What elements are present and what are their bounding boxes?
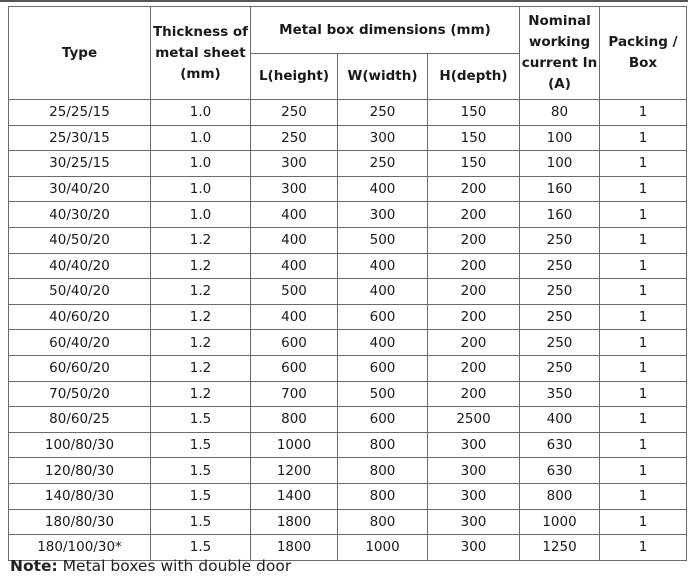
table-row [9, 279, 687, 305]
table-row [9, 458, 687, 484]
cell-w-width: 800 [338, 458, 428, 484]
cell-l-height: 500 [251, 279, 338, 305]
table-row [9, 432, 687, 458]
top-border-line [0, 0, 688, 2]
cell-h-depth: 200 [428, 381, 520, 407]
cell-type: 40/50/20 [9, 227, 151, 253]
cell-current: 800 [520, 483, 600, 509]
header-thickness: Thickness of metal sheet (mm) [151, 7, 251, 100]
cell-thickness: 1.0 [151, 202, 251, 228]
cell-packing: 1 [600, 125, 687, 151]
cell-thickness: 1.0 [151, 176, 251, 202]
cell-type: 40/40/20 [9, 253, 151, 279]
cell-h-depth: 150 [428, 125, 520, 151]
cell-w-width: 800 [338, 509, 428, 535]
cell-packing: 1 [600, 202, 687, 228]
cell-type: 30/40/20 [9, 176, 151, 202]
note-label: Note: [10, 557, 58, 575]
cell-h-depth: 200 [428, 227, 520, 253]
table-row [9, 330, 687, 356]
cell-l-height: 800 [251, 407, 338, 433]
cell-current: 630 [520, 458, 600, 484]
cell-current: 100 [520, 125, 600, 151]
header-w-width: W(width) [338, 54, 428, 100]
header-l-height: L(height) [251, 54, 338, 100]
cell-h-depth: 200 [428, 304, 520, 330]
cell-type: 30/25/15 [9, 151, 151, 177]
table-row [9, 509, 687, 535]
cell-w-width: 400 [338, 279, 428, 305]
cell-type: 100/80/30 [9, 432, 151, 458]
cell-current: 630 [520, 432, 600, 458]
cell-w-width: 500 [338, 227, 428, 253]
cell-l-height: 400 [251, 227, 338, 253]
cell-type: 60/40/20 [9, 330, 151, 356]
cell-h-depth: 2500 [428, 407, 520, 433]
cell-packing: 1 [600, 227, 687, 253]
cell-packing: 1 [600, 151, 687, 177]
cell-h-depth: 200 [428, 279, 520, 305]
table-row [9, 227, 687, 253]
cell-packing: 1 [600, 176, 687, 202]
cell-current: 350 [520, 381, 600, 407]
cell-current: 1250 [520, 535, 600, 561]
cell-l-height: 1000 [251, 432, 338, 458]
note-text: Metal boxes with double door [57, 557, 292, 575]
cell-l-height: 250 [251, 125, 338, 151]
cell-type: 80/60/25 [9, 407, 151, 433]
cell-type: 180/80/30 [9, 509, 151, 535]
cell-current: 160 [520, 176, 600, 202]
table-row [9, 125, 687, 151]
cell-h-depth: 300 [428, 509, 520, 535]
cell-h-depth: 300 [428, 458, 520, 484]
cell-packing: 1 [600, 509, 687, 535]
cell-current: 250 [520, 330, 600, 356]
cell-h-depth: 300 [428, 432, 520, 458]
cell-current: 250 [520, 227, 600, 253]
cell-h-depth: 200 [428, 176, 520, 202]
cell-w-width: 600 [338, 407, 428, 433]
cell-w-width: 300 [338, 125, 428, 151]
cell-thickness: 1.0 [151, 151, 251, 177]
table-row [9, 202, 687, 228]
cell-type: 120/80/30 [9, 458, 151, 484]
cell-packing: 1 [600, 330, 687, 356]
cell-type: 140/80/30 [9, 483, 151, 509]
table-row [9, 176, 687, 202]
cell-l-height: 400 [251, 202, 338, 228]
cell-w-width: 500 [338, 381, 428, 407]
cell-type: 70/50/20 [9, 381, 151, 407]
header-dimensions: Metal box dimensions (mm) [251, 7, 520, 54]
cell-packing: 1 [600, 483, 687, 509]
cell-thickness: 1.5 [151, 432, 251, 458]
cell-packing: 1 [600, 279, 687, 305]
cell-w-width: 300 [338, 202, 428, 228]
cell-thickness: 1.2 [151, 330, 251, 356]
cell-w-width: 1000 [338, 535, 428, 561]
cell-type: 50/40/20 [9, 279, 151, 305]
cell-type: 180/100/30* [9, 535, 151, 561]
cell-w-width: 400 [338, 330, 428, 356]
cell-w-width: 800 [338, 483, 428, 509]
table-row [9, 355, 687, 381]
cell-l-height: 300 [251, 151, 338, 177]
cell-thickness: 1.2 [151, 279, 251, 305]
cell-l-height: 700 [251, 381, 338, 407]
cell-current: 250 [520, 304, 600, 330]
cell-h-depth: 300 [428, 483, 520, 509]
cell-packing: 1 [600, 355, 687, 381]
cell-current: 250 [520, 355, 600, 381]
cell-current: 100 [520, 151, 600, 177]
table-row [9, 407, 687, 433]
cell-thickness: 1.2 [151, 227, 251, 253]
cell-thickness: 1.2 [151, 253, 251, 279]
cell-l-height: 400 [251, 253, 338, 279]
cell-w-width: 800 [338, 432, 428, 458]
cell-l-height: 600 [251, 330, 338, 356]
table-row [9, 100, 687, 126]
cell-l-height: 1200 [251, 458, 338, 484]
cell-h-depth: 300 [428, 535, 520, 561]
cell-l-height: 250 [251, 100, 338, 126]
cell-l-height: 1400 [251, 483, 338, 509]
cell-h-depth: 200 [428, 330, 520, 356]
header-packing: Packing / Box [600, 7, 687, 100]
cell-thickness: 1.5 [151, 407, 251, 433]
cell-current: 80 [520, 100, 600, 126]
cell-l-height: 1800 [251, 509, 338, 535]
cell-h-depth: 150 [428, 151, 520, 177]
cell-thickness: 1.2 [151, 381, 251, 407]
cell-packing: 1 [600, 381, 687, 407]
cell-packing: 1 [600, 535, 687, 561]
cell-thickness: 1.0 [151, 100, 251, 126]
table-body [9, 100, 687, 561]
cell-current: 160 [520, 202, 600, 228]
cell-l-height: 400 [251, 304, 338, 330]
table-row [9, 304, 687, 330]
cell-l-height: 300 [251, 176, 338, 202]
cell-h-depth: 200 [428, 253, 520, 279]
cell-current: 400 [520, 407, 600, 433]
cell-type: 25/25/15 [9, 100, 151, 126]
cell-type: 40/60/20 [9, 304, 151, 330]
cell-packing: 1 [600, 100, 687, 126]
table-row [9, 483, 687, 509]
cell-l-height: 1800 [251, 535, 338, 561]
cell-thickness: 1.5 [151, 509, 251, 535]
cell-packing: 1 [600, 432, 687, 458]
cell-h-depth: 150 [428, 100, 520, 126]
cell-h-depth: 200 [428, 202, 520, 228]
table-row [9, 253, 687, 279]
note [10, 557, 291, 575]
cell-packing: 1 [600, 253, 687, 279]
cell-type: 40/30/20 [9, 202, 151, 228]
cell-type: 60/60/20 [9, 355, 151, 381]
cell-w-width: 400 [338, 253, 428, 279]
cell-l-height: 600 [251, 355, 338, 381]
cell-w-width: 250 [338, 100, 428, 126]
cell-w-width: 400 [338, 176, 428, 202]
cell-thickness: 1.5 [151, 535, 251, 561]
cell-packing: 1 [600, 458, 687, 484]
cell-w-width: 600 [338, 304, 428, 330]
header-current: Nominal working current In (A) [520, 7, 600, 100]
cell-w-width: 250 [338, 151, 428, 177]
cell-h-depth: 200 [428, 355, 520, 381]
cell-packing: 1 [600, 407, 687, 433]
cell-current: 250 [520, 279, 600, 305]
cell-packing: 1 [600, 304, 687, 330]
cell-thickness: 1.0 [151, 125, 251, 151]
cell-thickness: 1.2 [151, 355, 251, 381]
header-h-depth: H(depth) [428, 54, 520, 100]
cell-w-width: 600 [338, 355, 428, 381]
cell-thickness: 1.2 [151, 304, 251, 330]
cell-thickness: 1.5 [151, 483, 251, 509]
metal-box-spec-table [8, 6, 687, 561]
cell-thickness: 1.5 [151, 458, 251, 484]
cell-current: 250 [520, 253, 600, 279]
table-row [9, 381, 687, 407]
cell-current: 1000 [520, 509, 600, 535]
table-row [9, 151, 687, 177]
cell-type: 25/30/15 [9, 125, 151, 151]
header-type: Type [9, 7, 151, 100]
